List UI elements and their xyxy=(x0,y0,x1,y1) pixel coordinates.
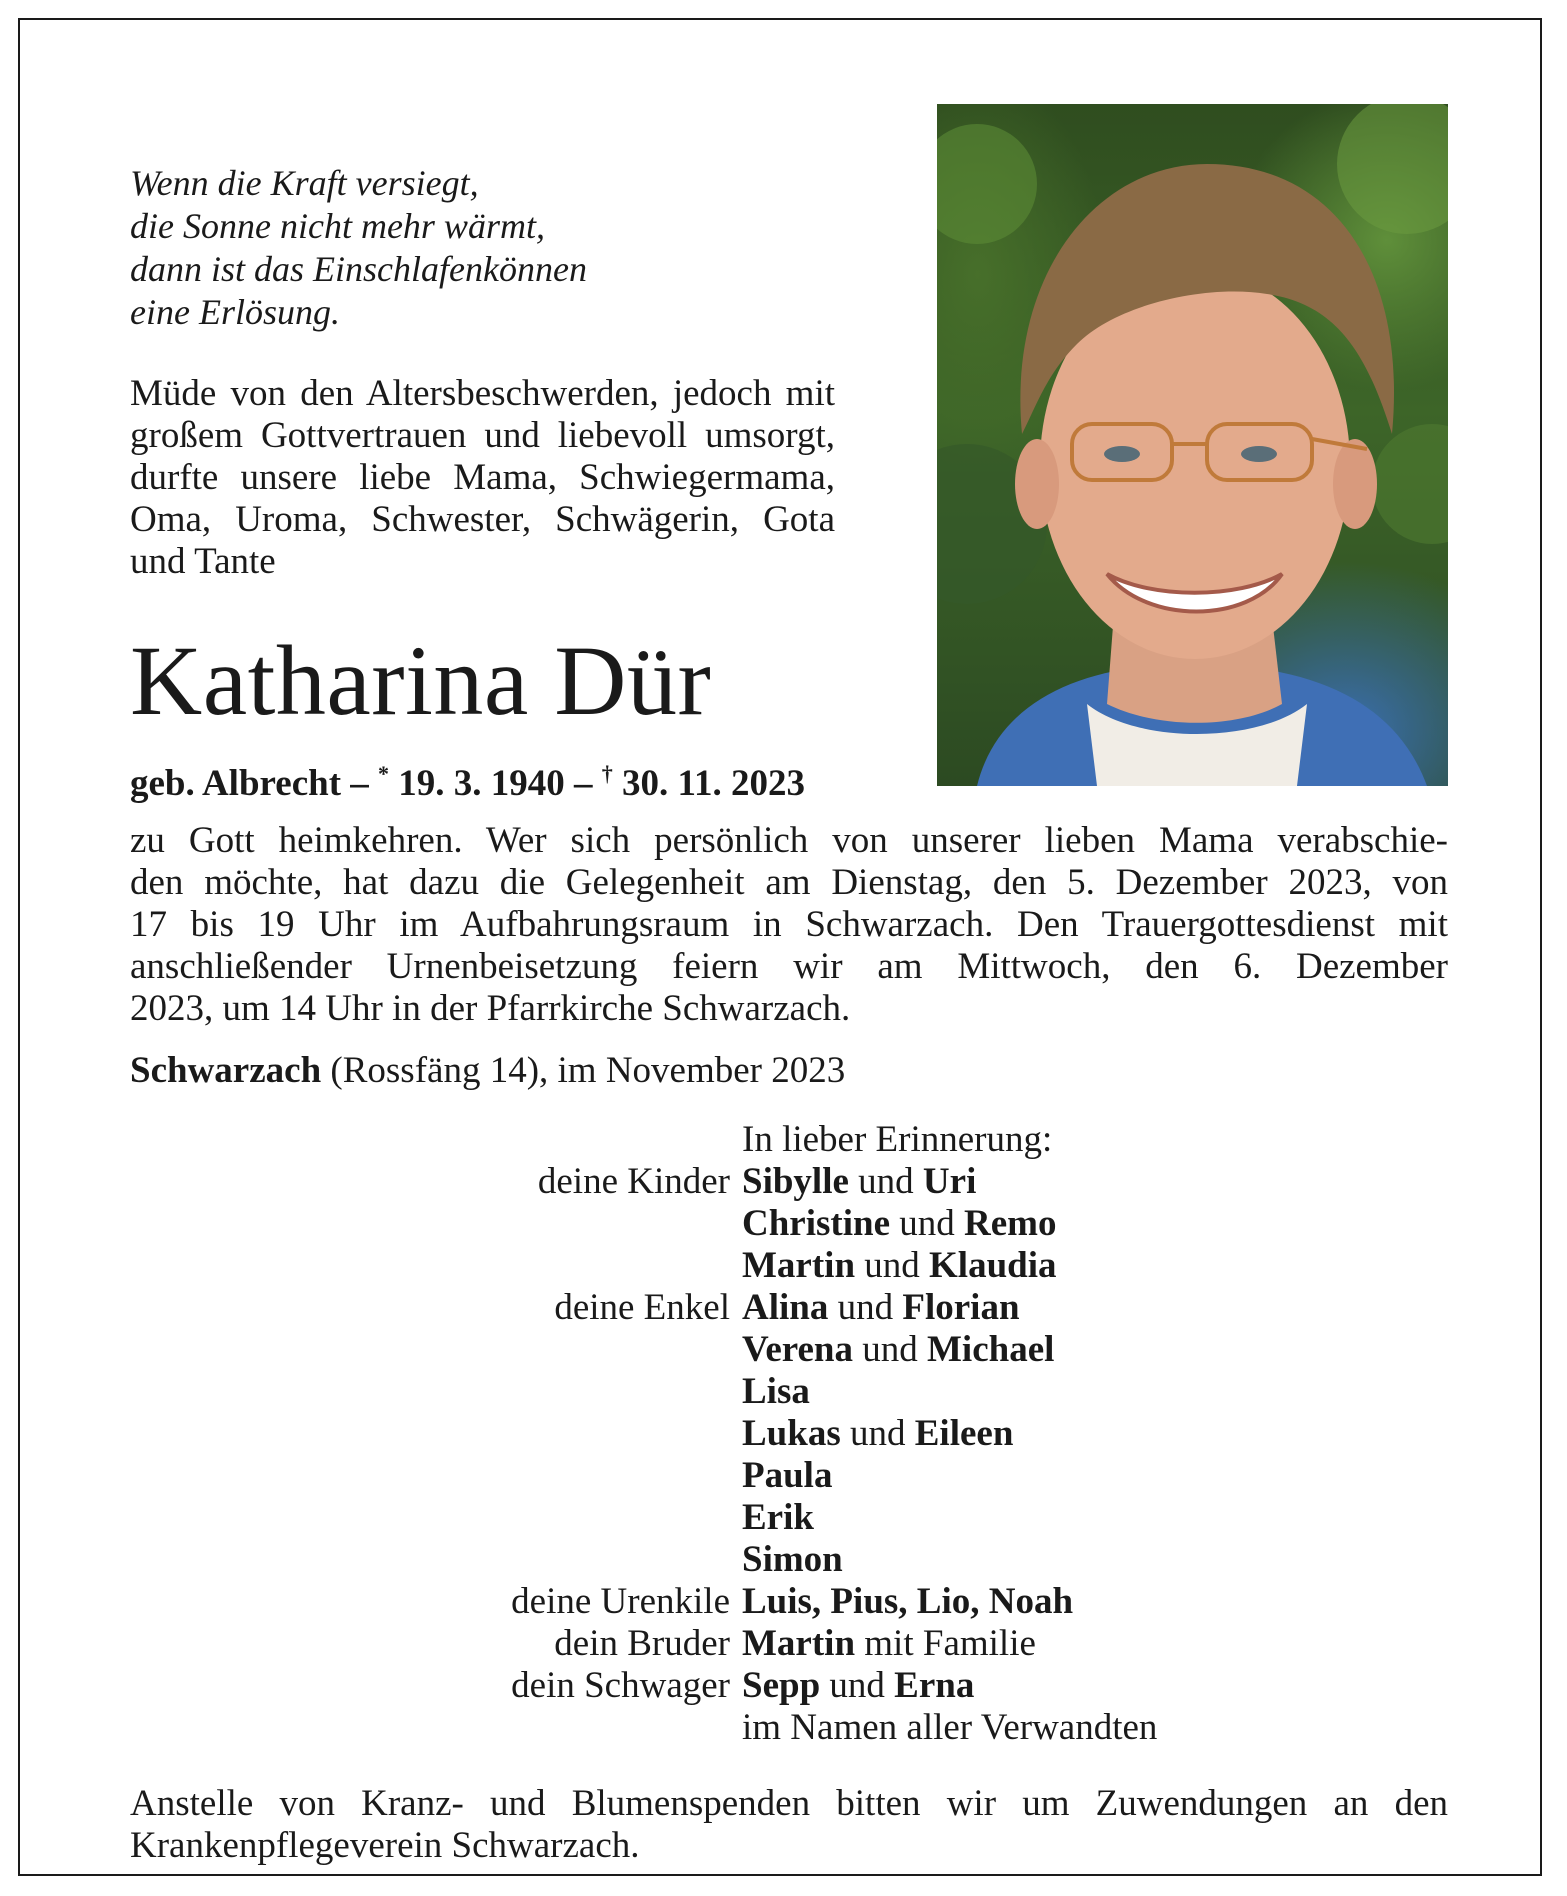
announcement-line: zu Gott heimkehren. Wer sich persönlich von unserer lieben Mama verabschie- xyxy=(130,820,1448,861)
mourners-heading-row xyxy=(430,1119,1330,1161)
mourner-row xyxy=(430,1665,1330,1707)
mourner-name: Christine xyxy=(742,1203,890,1244)
mourner-names xyxy=(742,1413,1013,1455)
mourner-names xyxy=(742,1497,814,1539)
maiden-name: geb. Albrecht xyxy=(130,763,342,804)
mourner-names xyxy=(742,1539,843,1581)
mourner-name: Lukas xyxy=(742,1413,841,1454)
donation-note xyxy=(130,1783,1448,1867)
mourner-joiner: und xyxy=(890,1203,964,1244)
mourner-name: Paula xyxy=(742,1455,833,1496)
mourner-name: Alina xyxy=(742,1287,829,1328)
mourner-relation: deine Urenkile xyxy=(511,1581,730,1622)
place-town: Schwarzach xyxy=(130,1050,322,1091)
mourner-relation xyxy=(430,1329,742,1371)
deceased-name: Katharina Dür xyxy=(130,625,712,736)
donation-line: Anstelle von Kranz- und Blumenspenden bitten wir um Zuwendungen an den xyxy=(130,1783,1448,1824)
mourner-row xyxy=(430,1497,1330,1539)
mourner-name: Uri xyxy=(922,1161,977,1202)
donation-line: Krankenpflegeverein Schwarzach. xyxy=(130,1825,640,1866)
mourner-names xyxy=(742,1371,810,1413)
mourner-name: Martin xyxy=(742,1245,856,1286)
mourner-name: Eileen xyxy=(914,1413,1014,1454)
mourner-names xyxy=(742,1665,974,1707)
verse-line: eine Erlösung. xyxy=(130,292,340,332)
mourner-name: Sepp xyxy=(742,1665,821,1706)
mourner-name: Lisa xyxy=(742,1371,810,1412)
mourner-names xyxy=(742,1203,1056,1245)
mourner-row xyxy=(430,1371,1330,1413)
mourner-name: Michael xyxy=(927,1329,1055,1370)
mourner-joiner: und xyxy=(853,1329,927,1370)
mourners-heading: In lieber Erinnerung: xyxy=(742,1119,1053,1160)
mourner-row xyxy=(430,1203,1330,1245)
mourner-relation xyxy=(430,1245,742,1287)
announcement-line: anschließender Urnenbeisetzung feiern wir am Mittwoch, den 6. Dezember xyxy=(130,946,1448,987)
mourner-name: Florian xyxy=(902,1287,1020,1328)
mourner-name: Luis, Pius, Lio, Noah xyxy=(742,1581,1074,1622)
mourner-joiner: und xyxy=(855,1245,930,1286)
birth-symbol: * xyxy=(378,761,390,786)
mourner-names xyxy=(742,1245,1057,1287)
mourner-row xyxy=(430,1623,1330,1665)
mourner-name: Erna xyxy=(894,1665,975,1706)
mourner-names xyxy=(742,1581,1073,1623)
death-date: 30. 11. 2023 xyxy=(622,763,806,804)
announcement-line: 17 bis 19 Uhr im Aufbahrungsraum in Schwarzach. Den Trauergottesdienst mit xyxy=(130,904,1448,945)
verse-line: Wenn die Kraft versiegt, xyxy=(130,163,479,203)
mourner-row xyxy=(430,1161,1330,1203)
place-and-date xyxy=(130,1050,845,1092)
death-symbol: † xyxy=(601,761,613,786)
mourners-closing: im Namen aller Verwandten xyxy=(742,1707,1158,1748)
mourner-row xyxy=(430,1455,1330,1497)
mourner-names xyxy=(742,1329,1054,1371)
mourner-names xyxy=(742,1287,1020,1329)
mourner-relation xyxy=(430,1539,742,1581)
mourner-name: Erik xyxy=(742,1497,814,1538)
announcement-paragraph xyxy=(130,820,1448,1030)
portrait-illustration xyxy=(937,104,1448,786)
announcement-line: den möchte, hat dazu die Gelegenheit am Dienstag, den 5. Dezember 2023, von xyxy=(130,862,1448,903)
mourner-relation: dein Bruder xyxy=(554,1623,730,1664)
mourner-row xyxy=(430,1329,1330,1371)
mourner-joiner: mit Familie xyxy=(855,1623,1036,1664)
mourner-joiner: und xyxy=(820,1665,895,1706)
mourner-relation xyxy=(430,1203,742,1245)
mourner-name: Klaudia xyxy=(929,1245,1057,1286)
mourner-row xyxy=(430,1413,1330,1455)
mourner-relation xyxy=(430,1413,742,1455)
mourner-joiner: und xyxy=(848,1161,923,1202)
mourner-row xyxy=(430,1539,1330,1581)
mourner-row xyxy=(430,1245,1330,1287)
portrait-photo xyxy=(937,104,1448,786)
mourner-joiner: und xyxy=(828,1287,903,1328)
mourner-relation xyxy=(430,1455,742,1497)
place-rest: (Rossfäng 14), im November 2023 xyxy=(321,1050,846,1091)
mourner-relation: dein Schwager xyxy=(511,1665,730,1706)
life-dates: geb. Albrecht – * 19. 3. 1940 – † 30. 11. 2023 xyxy=(130,761,806,804)
mourner-name: Martin xyxy=(742,1623,856,1664)
announcement-line: 2023, um 14 Uhr in der Pfarrkirche Schwarzach. xyxy=(130,988,851,1029)
mourner-names xyxy=(742,1161,976,1203)
mourner-joiner: und xyxy=(840,1413,915,1454)
verse-line: die Sonne nicht mehr wärmt, xyxy=(130,206,545,246)
mourner-relation: deine Enkel xyxy=(554,1287,730,1328)
mourner-name: Sibylle xyxy=(742,1161,849,1202)
mourner-row xyxy=(430,1287,1330,1329)
verse xyxy=(130,162,770,334)
mourner-names xyxy=(742,1455,832,1497)
mourner-name: Simon xyxy=(742,1539,843,1580)
intro-paragraph: Müde von den Altersbeschwerden, jedoch mit großem Gottvertrauen und liebevoll umsorgt, durfte unsere liebe Mama, Schwiegermama, Oma, Uroma, Schwester, Schwägerin, Gota und Tante xyxy=(130,373,835,582)
verse-line: dann ist das Einschlafenkönnen xyxy=(130,249,587,289)
mourners-list xyxy=(430,1119,1330,1749)
mourner-relation xyxy=(430,1497,742,1539)
mourner-names xyxy=(742,1623,1036,1665)
mourner-row xyxy=(430,1581,1330,1623)
mourner-relation: deine Kinder xyxy=(537,1161,730,1202)
mourners-closing-row xyxy=(430,1707,1330,1749)
mourner-relation xyxy=(430,1371,742,1413)
mourner-name: Remo xyxy=(964,1203,1057,1244)
mourner-name: Verena xyxy=(742,1329,853,1370)
birth-date: 19. 3. 1940 xyxy=(398,763,565,804)
